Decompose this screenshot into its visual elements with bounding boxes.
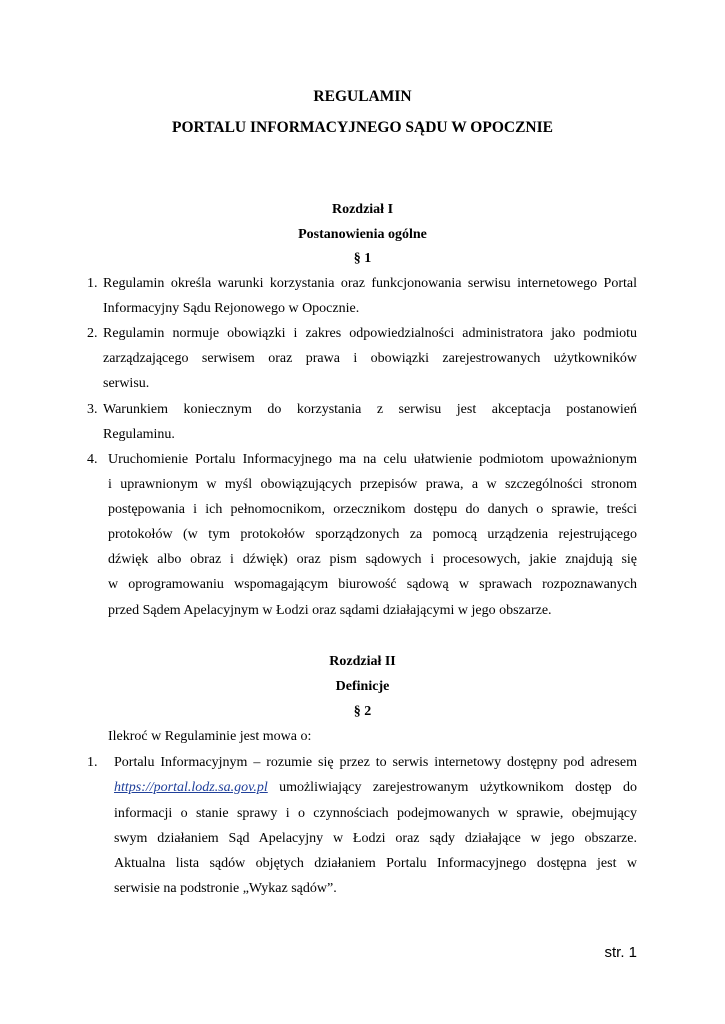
list-item-line: serwisu. [103,376,150,391]
list-item-number: 3. [87,402,98,417]
list-item-line: Warunkiem koniecznym do korzystania z serwisu jest akceptacja postanowień [103,402,637,417]
list-item-line: Aktualna lista sądów objętych działaniem Portalu Informacyjnego dostępna jest w [114,856,637,871]
chapter-2-heading: Rozdział II [329,654,396,669]
chapter-1-subheading: Postanowienia ogólne [298,227,427,242]
document-subtitle: PORTALU INFORMACYJNEGO SĄDU W OPOCZNIE [172,119,553,136]
list-item-line: zarządzającego serwisem oraz prawa i obowiązki zarejestrowanych użytkowników [103,351,637,366]
list-item-line-rest: umożliwiający zarejestrowanym użytkownikom dostęp do [267,780,637,795]
paragraph-1-sign: § 1 [353,251,372,266]
list-item-line: swym działaniem Sąd Apelacyjny w Łodzi oraz sądy działające w jego obszarze. [114,831,637,846]
list-item-line: Regulaminu. [103,427,175,442]
paragraph-2-sign: § 2 [353,704,372,719]
list-item-number: 1. [87,276,98,291]
list-item-number: 1. [87,755,98,770]
list-item-line: Regulamin określa warunki korzystania oraz funkcjonowania serwisu internetowego Portal [103,276,637,291]
list-item-line: serwisie na podstronie „Wykaz sądów”. [114,881,337,896]
list-item-line: dźwięk albo obraz i dźwięk) oraz pism sądowych i procesowych, jakie znajdują się [108,552,637,567]
document-title: REGULAMIN [313,88,412,105]
list-item-line: Regulamin normuje obowiązki i zakres odpowiedzialności administratora jako podmiotu [103,326,637,341]
page-number: str. 1 [604,944,637,961]
list-item-number: 4. [87,452,98,467]
list-item-line: przed Sądem Apelacyjnym w Łodzi oraz sądami działającymi w jego obszarze. [108,603,552,618]
list-item-line: Informacyjny Sądu Rejonowego w Opocznie. [103,301,360,316]
list-item-line: protokołów (w tym protokołów sporządzonych za pomocą urządzenia rejestrującego [108,527,637,542]
chapter-2-subheading: Definicje [335,679,390,694]
definitions-intro: Ilekroć w Regulaminie jest mowa o: [108,729,312,744]
list-item-line: postępowania i ich pełnomocnikom, orzecznikom dostępu do danych o sprawie, treści [108,502,637,517]
list-item-line-with-link [114,780,637,796]
list-item-line: informacji o stanie sprawy i o czynnościach podejmowanych w sprawie, obejmujący [114,806,637,821]
list-item-line: w oprogramowaniu wspomagającym biurowość sądową w sprawach rozpoznawanych [108,577,637,592]
list-item-line: i uprawnionym w myśl obowiązujących przepisów prawa, a w szczególności stronom [108,477,637,492]
portal-url-link[interactable]: https://portal.lodz.sa.gov.pl [114,780,268,795]
list-item-line: Uruchomienie Portalu Informacyjnego ma na celu ułatwienie podmiotom upoważnionym [108,452,637,467]
list-item-line: Portalu Informacyjnym – rozumie się przez to serwis internetowy dostępny pod adresem [114,755,637,770]
chapter-1-heading: Rozdział I [331,202,394,217]
list-item-number: 2. [87,326,98,341]
